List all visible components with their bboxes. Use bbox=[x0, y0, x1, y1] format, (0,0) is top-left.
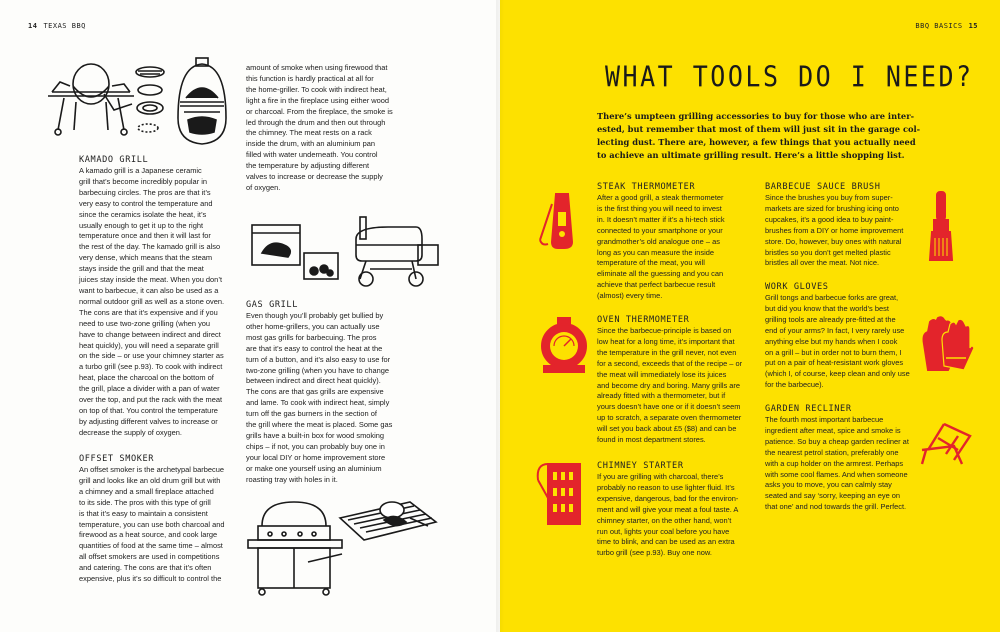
gas-grill-illustration bbox=[244, 496, 444, 596]
steak-thermometer-heading: STEAK THERMOMETER bbox=[597, 182, 696, 192]
left-folio bbox=[28, 22, 86, 30]
offset-smoker-continued bbox=[246, 63, 414, 194]
gas-grill-section bbox=[246, 296, 416, 486]
left-page-number: 14 bbox=[28, 22, 38, 30]
right-page-number: 15 bbox=[968, 22, 978, 30]
intro-paragraph: There’s umpteen grilling accessories to buy for those who are inter- ested, but remember that most of them will just sit in the garage col- lecting dust. There are, however, a few things that you actually need to achieve an ultimate grilling result. Here’s a little shopping list. bbox=[597, 111, 921, 161]
offset-smoker-body: An offset smoker is the archetypal barbecue grill and looks like an old drum grill but with a chimney and a small fireplace attached to its side. The pros with this type of grill is that it’s easy to maintain a consistent temperature, you can use both charcoal and firewood as a heat source, and cook large quantities of food at the same time – almost all offset smokers are used in competitions and catering. The cons are that it’s often expensive, plus it’s so difficult to control the bbox=[79, 465, 225, 584]
oven-thermometer-section bbox=[597, 311, 763, 446]
chimney-starter-heading: CHIMNEY STARTER bbox=[597, 461, 684, 471]
gas-grill-heading: GAS GRILL bbox=[246, 300, 298, 310]
offset-smoker-continued-body: amount of smoke when using firewood that this function is hardly practical at all for the home-griller. To cook with indirect heat, light a fire in the fireplace using either wood or charcoal. From the fireplace, the smoke is led through the drum and then out through the chimney. The meat rests on a rack inside the drum, with an aluminium pan filled with water underneath. You control the temperature by adjusting different valves to increase or decrease the supply of oxygen. bbox=[246, 63, 393, 192]
work-gloves-heading: WORK GLOVES bbox=[765, 282, 829, 292]
chimney-starter-section bbox=[597, 457, 763, 559]
offset-smoker-section bbox=[79, 450, 247, 585]
garden-recliner-illustration bbox=[918, 420, 974, 468]
oven-thermometer-illustration bbox=[538, 318, 590, 374]
right-running-head: BBQ BASICS bbox=[915, 22, 963, 30]
kamado-heading: KAMADO GRILL bbox=[79, 155, 149, 165]
right-folio bbox=[915, 22, 978, 30]
garden-recliner-body: The fourth most important barbecue ingredient after meat, spice and smoke is patience. So buy a cheap garden recliner at the nearest petrol station, preferably one with a cup holder on the armrest. Perhaps with some cool flames. And when someone asks you to move, you can calmly stay seated and say ‘sorry, keeping an eye on that one’ and nod towards the grill. Perfect. bbox=[765, 415, 909, 512]
oven-thermometer-heading: OVEN THERMOMETER bbox=[597, 315, 690, 325]
sauce-brush-heading: BARBECUE SAUCE BRUSH bbox=[765, 182, 881, 192]
kamado-grill-illustration bbox=[44, 58, 239, 150]
oven-thermometer-body: Since the barbecue-principle is based on low heat for a long time, it’s important that the temperature in the grill never, not even for a second, exceeds that of the recipe – or the meat will immediately lose its juices and become dry and boring. Many grills are already fitted with a thermometer, but if yours doesn’t have one or if it doesn’t seem up to scratch, a separate oven thermometer will set you back about £5 ($8) and can be found in most department stores. bbox=[597, 326, 743, 445]
garden-recliner-heading: GARDEN RECLINER bbox=[765, 404, 852, 414]
steak-thermometer-illustration bbox=[538, 190, 584, 252]
left-running-head: TEXAS BBQ bbox=[43, 22, 86, 30]
work-gloves-section bbox=[765, 278, 925, 391]
sauce-brush-section bbox=[765, 178, 925, 269]
gas-grill-body: Even though you’ll probably get bullied by other home-grillers, you can actually use most gas grills for barbecuing. The pros are that it’s easy to control the heat at the turn of a button, and it’s also easy to use for two-zone grilling (when you have to change between indirect and direct heat quickly). The cons are that gas grills are expensive and lame. To cook with indirect heat, simply turn off the gas burners in the section of the grill where the meat is placed. Some gas grills have a built-in box for wood smoking chips – if not, you can probably buy one in your local DIY or home improvement store or make one yourself using an aluminium roasting tray with holes in it. bbox=[246, 311, 393, 484]
kamado-body: A kamado grill is a Japanese ceramic grill that’s become incredibly popular in barbecuing circles. The pros are that it’s very easy to control the temperature and since the ceramics isolate the heat, it’s usually enough to get it up to the right temperature once and then it will last for the rest of the day. The kamado grill is also very dense, which means that the steam stays inside the grill and that the meat juices stay inside the meat. When you don’t want to barbecue, it can also be used as a normal outdoor grill as well as a stone oven. The cons are that it’s expensive and if you need to use two-zone grilling (when you have to change between indirect and direct heat quickly), you will need a separate grill on the side – or use your chimney starter as a turbo grill (see p.93). To cook with indirect heat, place the charcoal on the bottom of the grill, place a divider with a pan of water over the top, and put the rack with the meat on top of that. You control the temperature by adjusting different valves to increase or decrease the supply of oxygen. bbox=[79, 166, 225, 437]
work-gloves-illustration bbox=[918, 314, 974, 374]
garden-recliner-section bbox=[765, 400, 925, 513]
kamado-section bbox=[79, 151, 247, 439]
sauce-brush-illustration bbox=[926, 190, 956, 264]
steak-thermometer-section bbox=[597, 178, 763, 302]
work-gloves-body: Grill tongs and barbecue forks are great, but did you know that the world’s best grilling tools are already pre-fitted at the end of your arms? In fact, I very rarely use anything else but my hands when I cook on a grill – but in order not to burn them, I put on a pair of heat-resistant work gloves (which I, of course, keep clean and only use for the barbecue). bbox=[765, 293, 910, 390]
page-title: WHAT TOOLS DO I NEED? bbox=[605, 60, 974, 94]
offset-smoker-heading: OFFSET SMOKER bbox=[79, 454, 155, 464]
chimney-starter-illustration bbox=[534, 458, 582, 528]
chimney-starter-body: If you are grilling with charcoal, there’s probably no reason to use lighter fluid. It’s expensive, dangerous, bad for the environ- ment and will give your meat a foul taste. A chimney starter, on the other hand, won’t run out, lights your coal before you have time to blink, and can be used as an extra turbo grill (see p.93). Buy one now. bbox=[597, 472, 739, 558]
sauce-brush-body: Since the brushes you buy from super- markets are sized for brushing icing onto cupcakes, it’s a good idea to buy paint- brushes from a DIY or home improvement store. Do, however, buy ones with natural bristles so you don’t get melted plastic bristles all over the meat. Not nice. bbox=[765, 193, 904, 268]
offset-smoker-illustration bbox=[248, 205, 440, 287]
steak-thermometer-body: After a good grill, a steak thermometer is the first thing you will need to invest in. It doesn’t matter if it’s a hi-tech stick connected to your smartphone or your grandmother’s old analogue one – as long as you can measure the inside temperature of the meat, you will eliminate all the guessing and you can achieve that perfect barbecue result (almost) every time. bbox=[597, 193, 725, 301]
